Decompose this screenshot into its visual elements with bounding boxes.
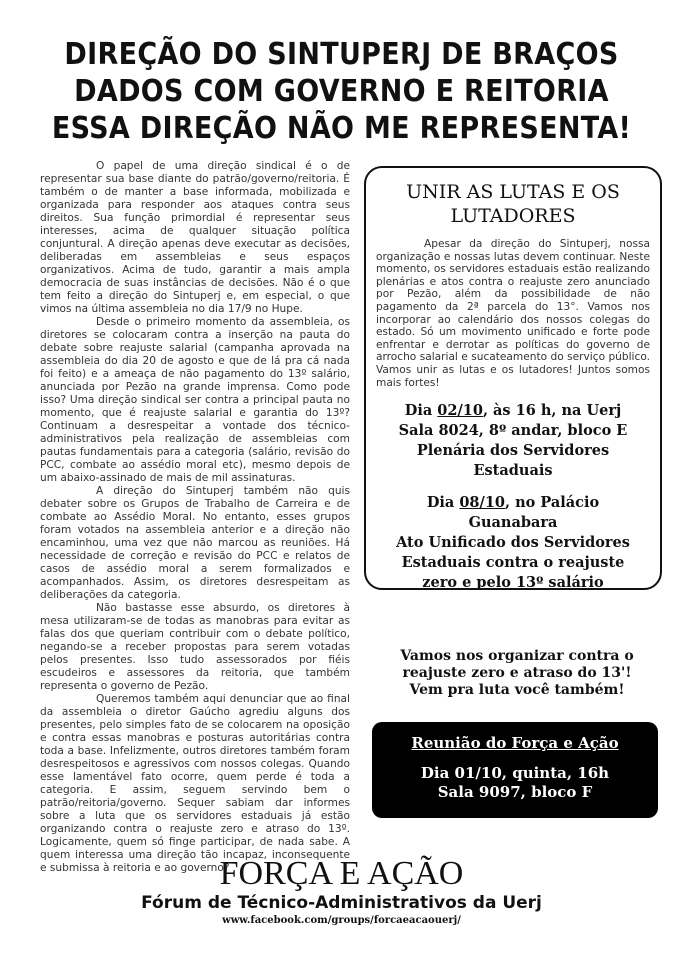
headline-line-2: DADOS COM GOVERNO E REITORIA xyxy=(74,74,609,109)
event-time-place: , às 16 h, na Uerj xyxy=(482,402,622,420)
callout-line: Vem pra luta você também! xyxy=(409,682,625,698)
box-text: Apesar da direção do Sintuperj, nossa organização e nossas lutas devem continuar. Neste momento, os servidores estaduais estão realizando plenárias e atos contra o reajuste zero anunciado por Pezão, além da possibilidade de não pagamento da 2ª parcela do 13°. Vamos nos incorporar ao calendário dos nossos colegas do estado. Só um movimento unificado e forte pode enfrentar e derrotar as políticas do governo de arrocho salarial e sucateamento do serviço público. Vamos unir as lutas e os lutadores! Juntos somos mais fortes! xyxy=(376,238,650,389)
facebook-url[interactable]: www.facebook.com/groups/forcaeacaouerj/ xyxy=(222,915,461,926)
event-plenary xyxy=(366,401,660,481)
meeting-room: Sala 9097, bloco F xyxy=(437,783,593,801)
callout-line: Vamos nos organizar contra o xyxy=(400,648,634,664)
event-name-cont: Estaduais xyxy=(473,462,553,480)
event-name: Ato Unificado dos Servidores xyxy=(396,534,630,552)
meeting-title: Reunião do Força e Ação xyxy=(411,734,619,752)
brand-subtitle: Fórum de Técnico-Administrativos da Uerj xyxy=(141,893,542,913)
article-paragraph: Desde o primeiro momento da assembleia, os diretores se colocaram contra a inserção na pauta do debate sobre reajuste salarial (campanha aprovada na assembleia do dia 20 de agosto e que de lá pra cá nada foi feito) e a ameaça de não pagamento do 13º salário, anunciada por Pezão na grande imprensa. Como pode isso? Uma direção sindical ser contra a principal pauta no momento, que é reajuste salarial e garantia do 13º? Continuam a desrespeitar a vontade dos técnico-administrativos pela realização de assembleias com pautas fundamentais para a categoria (salário, revisão do PCC, combate ao assédio moral etc), mesmo depois de um abaixo-assinado de mais de mil assinaturas. xyxy=(40,316,350,484)
article-paragraph: Queremos também aqui denunciar que ao final da assembleia o diretor Gaúcho agrediu alguns dos presentes, pelo simples fato de se colocarem na oposição e contra essas manobras e posturas autoritárias contra toda a base. Infelizmente, outros diretores também foram desrespeitosos e agressivos com nossos colegas. Quando esse lamentável fato ocorre, quem perde é toda a categoria. E assim, seguem servindo bem o patrão/reitoria/governo. Sequer sabiam dar informes sobre a luta que os servidores estaduais já estão organizando contra o reajuste zero e atraso do 13º. Logicamente, quem só finge participar, de nada sabe. A quem interessa uma direção tão incapaz, inconsequente e submissa à reitoria e ao governo? xyxy=(40,693,350,874)
meeting-box xyxy=(372,722,658,818)
headline xyxy=(0,36,683,147)
event-name: Plenária dos Servidores xyxy=(416,442,610,460)
event-date: 02/10 xyxy=(437,402,483,420)
article-paragraph: O papel de uma direção sindical é o de representar sua base diante do patrão/governo/reitoria. É também o de manter a base informada, mobilizada e organizada para responder aos ataques contra seus direitos. Sua função primordial é representar seus interesses, acima de qualquer situação política conjuntural. A direção apenas deve executar as decisões, deliberadas em assembleias e seus espaços organizativos. Acima de tudo, garantir a mais ampla democracia de suas instâncias de decisões. Não é o que tem feito a direção do Sintuperj e, em especial, o que vimos na última assembleia no dia 17/9 no Hupe. xyxy=(40,160,350,315)
event-date: 08/10 xyxy=(459,494,505,512)
footer xyxy=(0,856,683,928)
event-prefix: Dia xyxy=(426,494,460,512)
event-act xyxy=(366,493,660,593)
article-body xyxy=(40,160,350,875)
headline-line-1: DIREÇÃO DO SINTUPERJ DE BRAÇOS xyxy=(64,37,619,72)
headline-line-3: ESSA DIREÇÃO NÃO ME REPRESENTA! xyxy=(51,111,632,146)
unite-struggles-box xyxy=(364,166,662,590)
event-prefix: Dia xyxy=(404,402,438,420)
callout-line: reajuste zero e atraso do 13'! xyxy=(402,665,632,681)
event-name-cont: Estaduais contra o reajuste xyxy=(401,554,625,572)
event-name-cont: zero e pelo 13º salário xyxy=(422,574,604,592)
article-paragraph: A direção do Sintuperj também não quis debater sobre os Grupos de Trabalho de Carreira e de combate ao Assédio Moral. No entanto, esses grupos foram votados na assembleia anterior e a direção não encaminhou, uma vez que não marcou as reuniões. Há necessidade de correção e revisão do PCC e relatos de casos de assédio moral a serem formalizados e acompanhados. Assim, os diretores desrespeitam as deliberações da categoria. xyxy=(40,485,350,601)
event-room: Sala 8024, 8º andar, bloco E xyxy=(398,422,628,440)
event-place: , no Palácio xyxy=(505,494,600,512)
callout xyxy=(362,648,672,699)
brand-name: FORÇA E AÇÃO xyxy=(219,855,464,892)
article-paragraph: Não bastasse esse absurdo, os diretores à mesa utilizaram-se de todas as manobras para evitar as falas dos que queriam contribuir com o debate político, negando-se a receber propostas para serem votadas pelos presentes. Isso tudo assessorados por fiéis escudeiros e assessores da reitoria, que também representa o governo de Pezão. xyxy=(40,602,350,692)
event-place-cont: Guanabara xyxy=(468,514,558,532)
meeting-date: Dia 01/10, quinta, 16h xyxy=(420,764,610,782)
box-title: UNIR AS LUTAS E OS LUTADORES xyxy=(406,181,620,227)
